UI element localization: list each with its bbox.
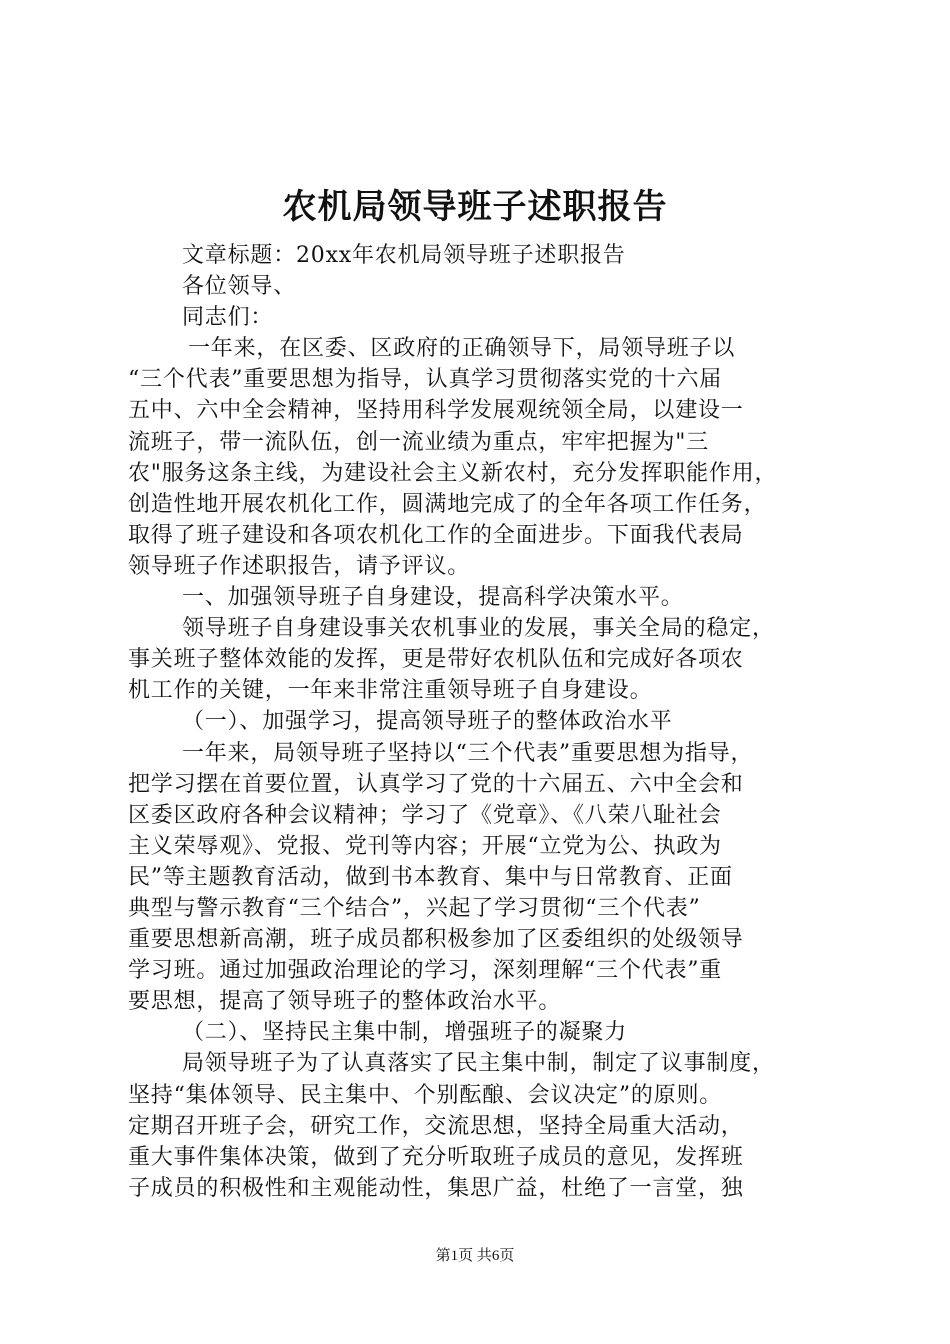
text-line: 重要思想新高潮，班子成员都积极参加了区委组织的处级领导: [128, 927, 744, 953]
text-line: 各位领导、: [182, 274, 297, 300]
text-line: 区委区政府各种会议精神；学习了《党章》、《八荣八耻社会: [128, 802, 722, 828]
text-line: 五中、六中全会精神，坚持用科学发展观统领全局，以建设一: [128, 398, 744, 424]
text-line: 事关班子整体效能的发挥，更是带好农机队伍和完成好各项农: [128, 647, 744, 673]
document-body: [128, 240, 828, 1204]
text-line: 定期召开班子会，研究工作，交流思想，坚持全局重大活动，: [128, 1113, 744, 1139]
subsection-heading: （二）、坚持民主集中制，增强班子的凝聚力: [182, 1020, 628, 1046]
text-line: 领导班子自身建设事关农机事业的发展，事关全局的稳定，: [182, 616, 775, 642]
text-line: 坚持“集体领导、民主集中、个别酝酿、会议决定”的原则。: [128, 1082, 723, 1108]
text-line: 把学习摆在首要位置，认真学习了党的十六届五、六中全会和: [128, 771, 744, 797]
page-footer: 第1页 共6页: [435, 1248, 515, 1264]
text-line: 重大事件集体决策，做到了充分听取班子成员的意见，发挥班: [128, 1144, 744, 1170]
text-line: 子成员的积极性和主观能动性，集思广益，杜绝了一言堂，独: [128, 1175, 744, 1201]
section-heading: 一、加强领导班子自身建设，提高科学决策水平。: [182, 585, 684, 611]
text-line: 一年来，局领导班子坚持以“三个代表”重要思想为指导，: [182, 740, 754, 766]
text-line: 创造性地开展农机化工作，圆满地完成了的全年各项工作任务，: [128, 491, 767, 517]
text-line: 主义荣辱观》、党报、党刊等内容；开展“立党为公、执政为: [128, 833, 722, 859]
text-line: 机工作的关键，一年来非常注重领导班子自身建设。: [128, 678, 653, 704]
text-line: 同志们：: [182, 305, 274, 331]
text-line: 文章标题：20xx年农机局领导班子述职报告: [182, 243, 626, 268]
text-line: “三个代表”重要思想为指导，认真学习贯彻落实党的十六届: [128, 367, 723, 393]
text-line: 要思想，提高了领导班子的整体政治水平。: [128, 989, 562, 1015]
text-line: 取得了班子建设和各项农机化工作的全面进步。下面我代表局: [128, 522, 744, 548]
text-line: 典型与警示教育“三个结合”，兴起了学习贯彻“三个代表”: [128, 895, 701, 921]
text-line: 流班子，带一流队伍，创一流业绩为重点，牢牢把握为"三: [128, 429, 709, 455]
text-line: 民”等主题教育活动，做到书本教育、集中与日常教育、正面: [128, 864, 733, 890]
subsection-heading: （一）、加强学习，提高领导班子的整体政治水平: [182, 709, 673, 735]
document-title: 农机局领导班子述职报告: [282, 187, 668, 227]
text-line: 学习班。通过加强政治理论的学习，深刻理解“三个代表”重: [128, 958, 723, 984]
text-line: 领导班子作述职报告，请予评议。: [128, 553, 471, 579]
text-line: 局领导班子为了认真落实了民主集中制，制定了议事制度，: [182, 1051, 775, 1077]
text-line: 农"服务这条主线，为建设社会主义新农村，充分发挥职能作用，: [128, 460, 778, 486]
text-line: 一年来，在区委、区政府的正确领导下，局领导班子以: [188, 336, 736, 362]
